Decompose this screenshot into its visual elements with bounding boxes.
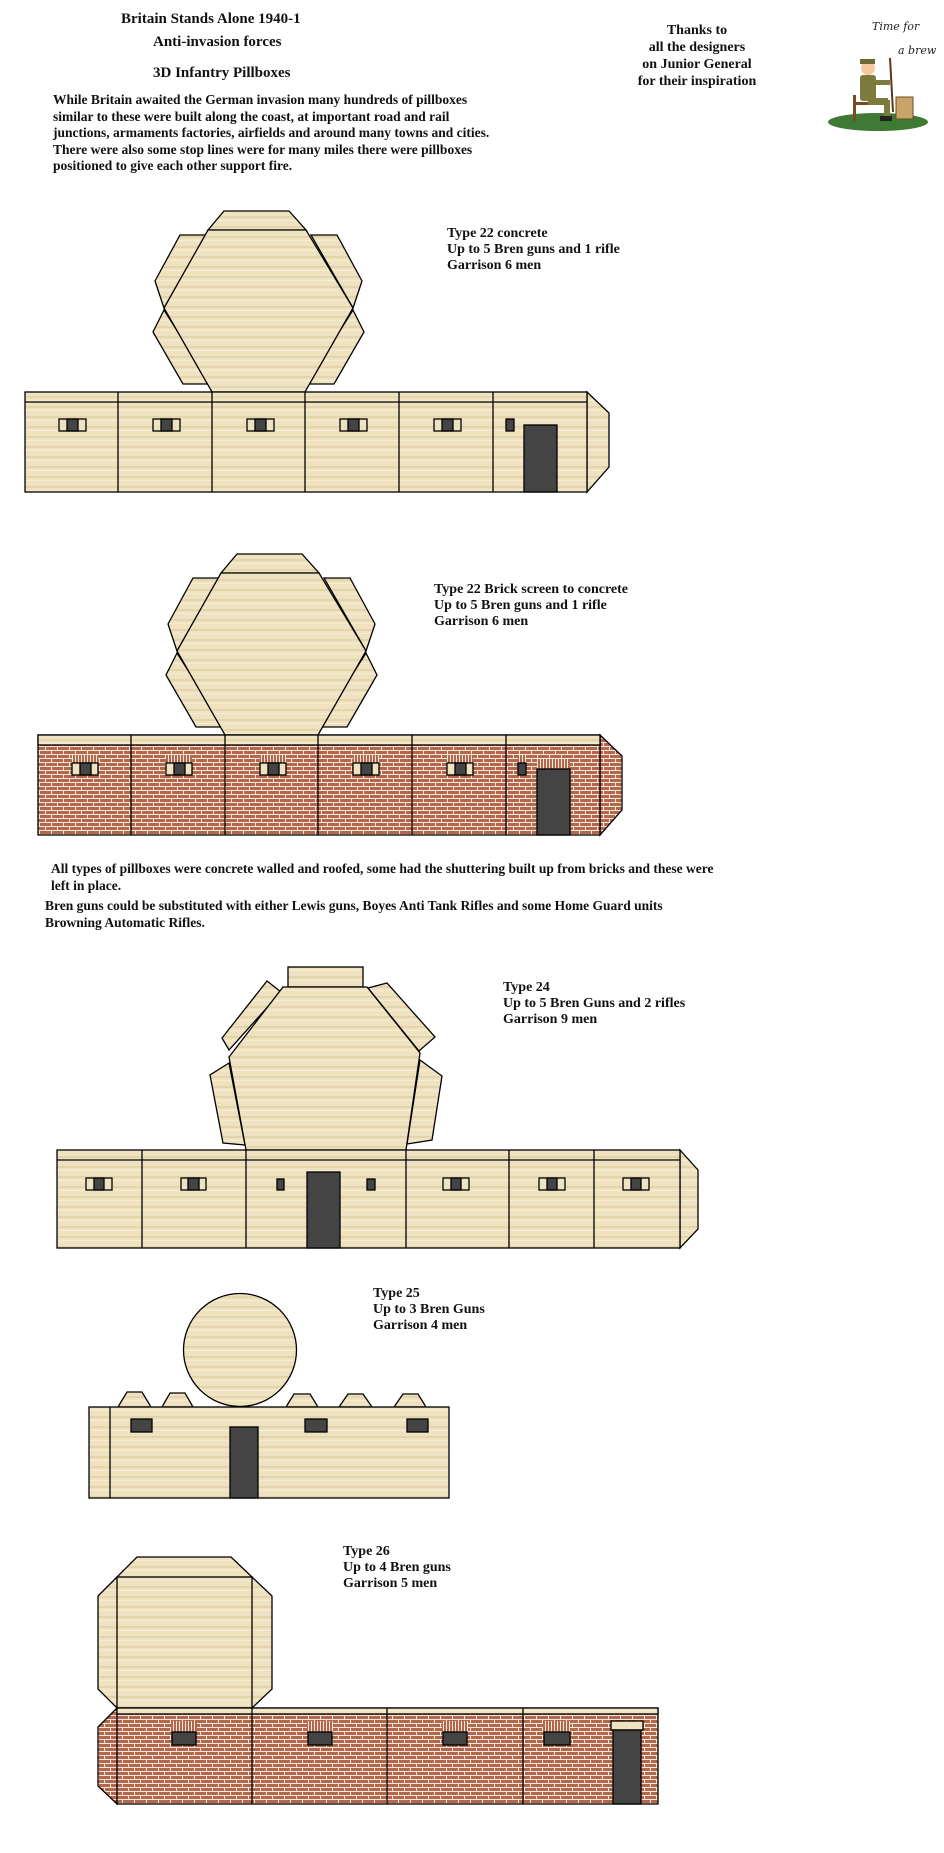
note-line: Browning Automatic Rifles. [45,914,205,930]
intro-line: positioned to give each other support fire. [53,158,293,173]
thanks-line: for their inspiration [637,74,757,89]
pillbox-label-type24 [503,980,685,1028]
pillbox-garrison: Garrison 4 men [373,1318,468,1333]
pillbox-type: Type 25 [373,1286,420,1301]
end-flap [680,1150,698,1248]
pillbox-garrison: Garrison 6 men [447,258,542,273]
door [613,1730,641,1804]
pillbox-armament: Up to 5 Bren Guns and 2 rifles [503,996,686,1011]
door [307,1172,340,1248]
thanks-line: all the designers [648,40,746,55]
pillbox-label-type22-concrete [447,226,620,274]
soldier-drinking-tea-illustration [828,58,928,131]
page-subtitle: Anti-invasion forces [153,34,282,50]
wall-strip [57,1150,680,1248]
pillbox-label-type26 [343,1544,451,1592]
roof-top-flap [288,967,363,987]
signature-line-2: a brew [898,44,937,57]
roof-panel [117,1577,252,1708]
pillbox-type: Type 26 [343,1544,390,1559]
roof-top-flap [221,554,319,573]
note-line: Bren guns could be substituted with either Lewis guns, Boyes Anti Tank Rifles and some Home Guard units [45,898,663,913]
thanks-note [607,22,787,90]
page-title: Britain Stands Alone 1940-1 [121,11,301,27]
substitutes-note [45,898,663,931]
door-lintel [611,1721,643,1730]
pillbox-armament: Up to 4 Bren guns [343,1560,451,1575]
thanks-line: on Junior General [642,57,752,72]
intro-line: similar to these were built along the coast, at important road and rail [53,108,450,124]
pillbox-label-type25 [373,1286,485,1334]
note-line: All types of pillboxes were concrete walled and roofed, some had the shuttering built up from bricks and these were [51,861,714,876]
intro-line: There were also some stop lines were for many miles there were pillboxes [53,141,473,157]
pillbox-type: Type 22 Brick screen to concrete [434,582,629,597]
intro-line: While Britain awaited the German invasion many hundreds of pillboxes [53,92,468,107]
wall-strip [25,392,587,492]
roof-top-flap [208,211,306,230]
door [230,1427,258,1498]
pillbox-garrison: Garrison 6 men [434,614,529,629]
door [537,769,570,835]
brick-wall-strip [38,735,600,835]
pillbox-garrison: Garrison 5 men [343,1576,438,1591]
type26-pillbox [98,1557,658,1804]
thanks-line: Thanks to [666,23,728,38]
circular-roof [184,1294,297,1407]
end-flap [587,392,609,492]
intro-paragraph [53,92,489,175]
pillbox-type: Type 24 [503,980,550,995]
intro-line: junctions, armaments factories, airfields and around many towns and cities. [53,125,490,140]
pillbox-armament: Up to 5 Bren guns and 1 rifle [434,598,607,613]
end-flap [600,735,622,835]
pillbox-type: Type 22 concrete [447,226,548,241]
pillbox-armament: Up to 5 Bren guns and 1 rifle [447,242,620,257]
pillbox-garrison: Garrison 9 men [503,1012,598,1027]
shuttering-note [51,861,714,894]
end-flap [98,1708,117,1804]
pillbox-armament: Up to 3 Bren Guns [373,1302,485,1317]
signature-line-1: Time for [872,20,920,33]
section-heading: 3D Infantry Pillboxes [153,65,291,81]
note-line: left in place. [51,877,122,893]
door [524,425,557,492]
pillbox-label-type22-brick [434,582,628,630]
